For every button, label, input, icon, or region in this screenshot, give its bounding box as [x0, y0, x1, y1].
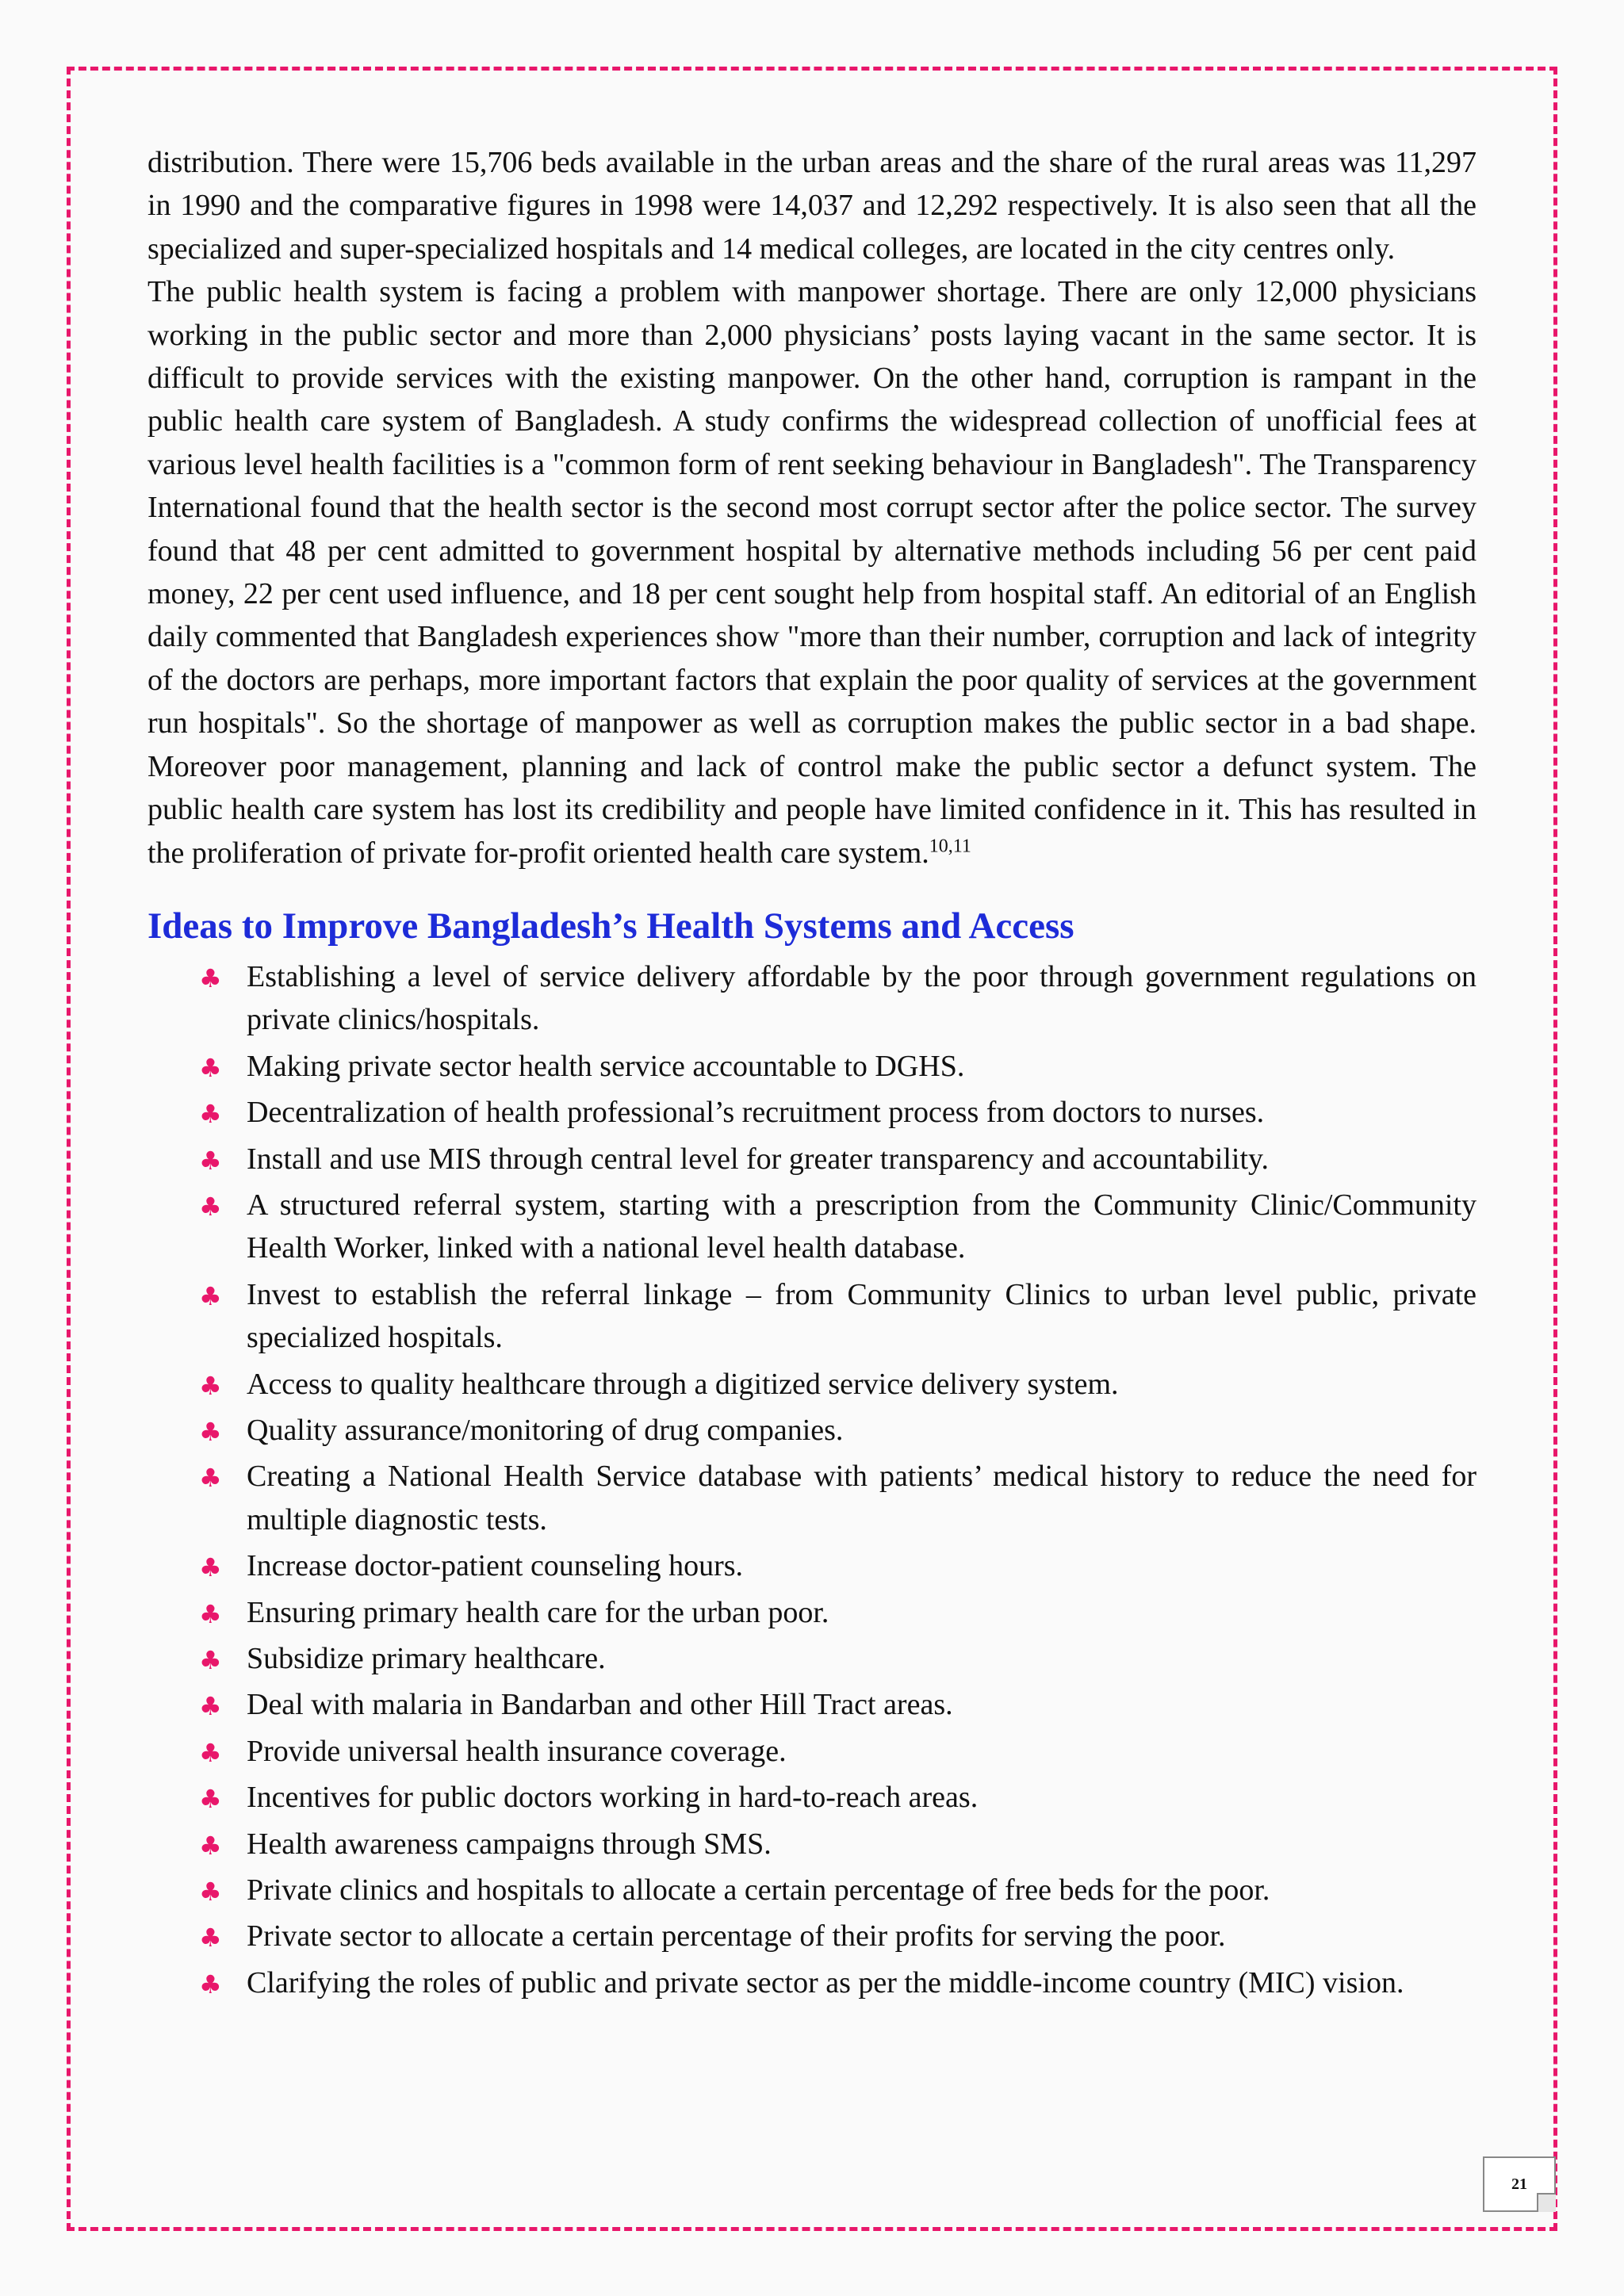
club-bullet-icon: ♣: [199, 1969, 222, 1999]
club-bullet-icon: ♣: [199, 1191, 222, 1222]
list-item: [199, 1455, 1477, 1541]
list-item-text: Health awareness campaigns through SMS.: [247, 1827, 772, 1861]
list-item-text: Invest to establish the referral linkage – from Community Clinics to urban level public, private specialized hospitals.: [247, 1277, 1477, 1355]
club-bullet-icon: ♣: [199, 1830, 222, 1861]
section-heading: Ideas to Improve Bangladesh’s Health Systems and Access: [147, 905, 1074, 947]
list-item: [199, 1637, 1477, 1680]
page-number-text: 21: [1511, 2175, 1527, 2193]
list-item: [199, 1409, 1477, 1452]
list-item: [199, 1273, 1477, 1360]
list-item-text: Ensuring primary health care for the urban poor.: [247, 1595, 829, 1629]
list-item: [199, 1961, 1477, 2004]
ideas-list: [147, 955, 1477, 2004]
list-item-text: Provide universal health insurance coverage.: [247, 1734, 787, 1768]
list-item: [199, 1823, 1477, 1866]
paragraph-public-health-text: The public health system is facing a problem with manpower shortage. There are only 12,000 physicians working in the public sector and more than 2,000 physicians’ posts laying vacant in the same sector. It is difficult to provide services with the existing manpower. On the other hand, corruption is rampant in the public health care system of Bangladesh. A study confirms the widespread collection of unofficial fees at various level health facilities is a "common form of rent seeking behaviour in Bangladesh". The Transparency International found that the health sector is the second most corrupt sector after the police sector. The survey found that 48 per cent admitted to government hospital by alternative methods including 56 per cent paid money, 22 per cent used influence, and 18 per cent sought help from hospital staff. An editorial of an English daily commented that Bangladesh experiences show "more than their number, corruption and lack of integrity of the doctors are perhaps, more important factors that explain the poor quality of services at the government run hospitals". So the shortage of manpower as well as corruption makes the public sector in a bad shape. Moreover poor management, planning and lack of control make the public sector a defunct system. The public health care system has lost its credibility and people have limited confidence in it. This has resulted in the proliferation of private for-profit oriented health care system.: [147, 275, 1477, 870]
list-item-text: Quality assurance/monitoring of drug companies.: [247, 1413, 844, 1447]
list-item-text: Establishing a level of service delivery affordable by the poor through government regulations on private clinics/hospitals.: [247, 959, 1477, 1037]
club-bullet-icon: ♣: [199, 1552, 222, 1583]
club-bullet-icon: ♣: [199, 1645, 222, 1675]
list-item-text: Private clinics and hospitals to allocate a certain percentage of free beds for the poor.: [247, 1873, 1270, 1908]
club-bullet-icon: ♣: [199, 1370, 222, 1401]
list-item: [199, 1045, 1477, 1088]
club-bullet-icon: ♣: [199, 1099, 222, 1130]
club-bullet-icon: ♣: [199, 1416, 222, 1447]
list-item: [199, 1591, 1477, 1634]
club-bullet-icon: ♣: [199, 1923, 222, 1954]
list-item: [199, 1544, 1477, 1587]
club-bullet-icon: ♣: [199, 1145, 222, 1176]
list-item-text: A structured referral system, starting with a prescription from the Community Clinic/Community Health Worker, linked with a national level health database.: [247, 1188, 1477, 1265]
list-item-text: Creating a National Health Service database with patients’ medical history to reduce the need for multiple diagnostic tests.: [247, 1460, 1477, 1536]
list-item-text: Decentralization of health professional’s recruitment process from doctors to nurses.: [247, 1096, 1265, 1130]
club-bullet-icon: ♣: [199, 962, 222, 993]
club-bullet-icon: ♣: [199, 1877, 222, 1908]
list-item: [199, 1683, 1477, 1726]
paragraph-distribution: distribution. There were 15,706 beds available in the urban areas and the share of the rural areas was 11,297 in 1990 and the comparative figures in 1998 were 14,037 and 12,292 respectively. It is also seen that all the specialized and super-specialized hospitals and 14 medical colleges, are located in the city centres only.: [147, 146, 1477, 266]
list-item-text: Subsidize primary healthcare.: [247, 1642, 606, 1675]
list-item-text: Private sector to allocate a certain percentage of their profits for serving the poor.: [247, 1919, 1226, 1954]
footnote-reference: 10,11: [929, 835, 971, 856]
club-bullet-icon: ♣: [199, 1463, 222, 1494]
club-bullet-icon: ♣: [199, 1691, 222, 1722]
list-item-text: Clarifying the roles of public and private sector as per the middle-income country (MIC) vision.: [247, 1965, 1404, 1999]
list-item: [199, 1776, 1477, 1819]
paragraph-public-health: [147, 270, 1477, 874]
club-bullet-icon: ♣: [199, 1737, 222, 1768]
list-item: [199, 1091, 1477, 1134]
list-item-text: Incentives for public doctors working in hard-to-reach areas.: [247, 1781, 979, 1815]
list-item: [199, 1138, 1477, 1181]
page-content: [147, 141, 1477, 2007]
list-item: [199, 1730, 1477, 1773]
list-item-text: Making private sector health service accountable to DGHS.: [247, 1049, 965, 1083]
club-bullet-icon: ♣: [199, 1784, 222, 1815]
list-item: [199, 1915, 1477, 1957]
list-item-text: Deal with malaria in Bandarban and other Hill Tract areas.: [247, 1688, 953, 1722]
list-item: [199, 1184, 1477, 1270]
club-bullet-icon: ♣: [199, 1598, 222, 1629]
list-item: [199, 1363, 1477, 1406]
club-bullet-icon: ♣: [199, 1280, 222, 1311]
list-item: [199, 955, 1477, 1042]
page-number: [1483, 2156, 1556, 2212]
list-item-text: Access to quality healthcare through a digitized service delivery system.: [247, 1367, 1119, 1401]
list-item-text: Increase doctor-patient counseling hours.: [247, 1549, 744, 1583]
club-bullet-icon: ♣: [199, 1052, 222, 1083]
list-item-text: Install and use MIS through central level for greater transparency and accountability.: [247, 1142, 1270, 1176]
list-item: [199, 1869, 1477, 1911]
